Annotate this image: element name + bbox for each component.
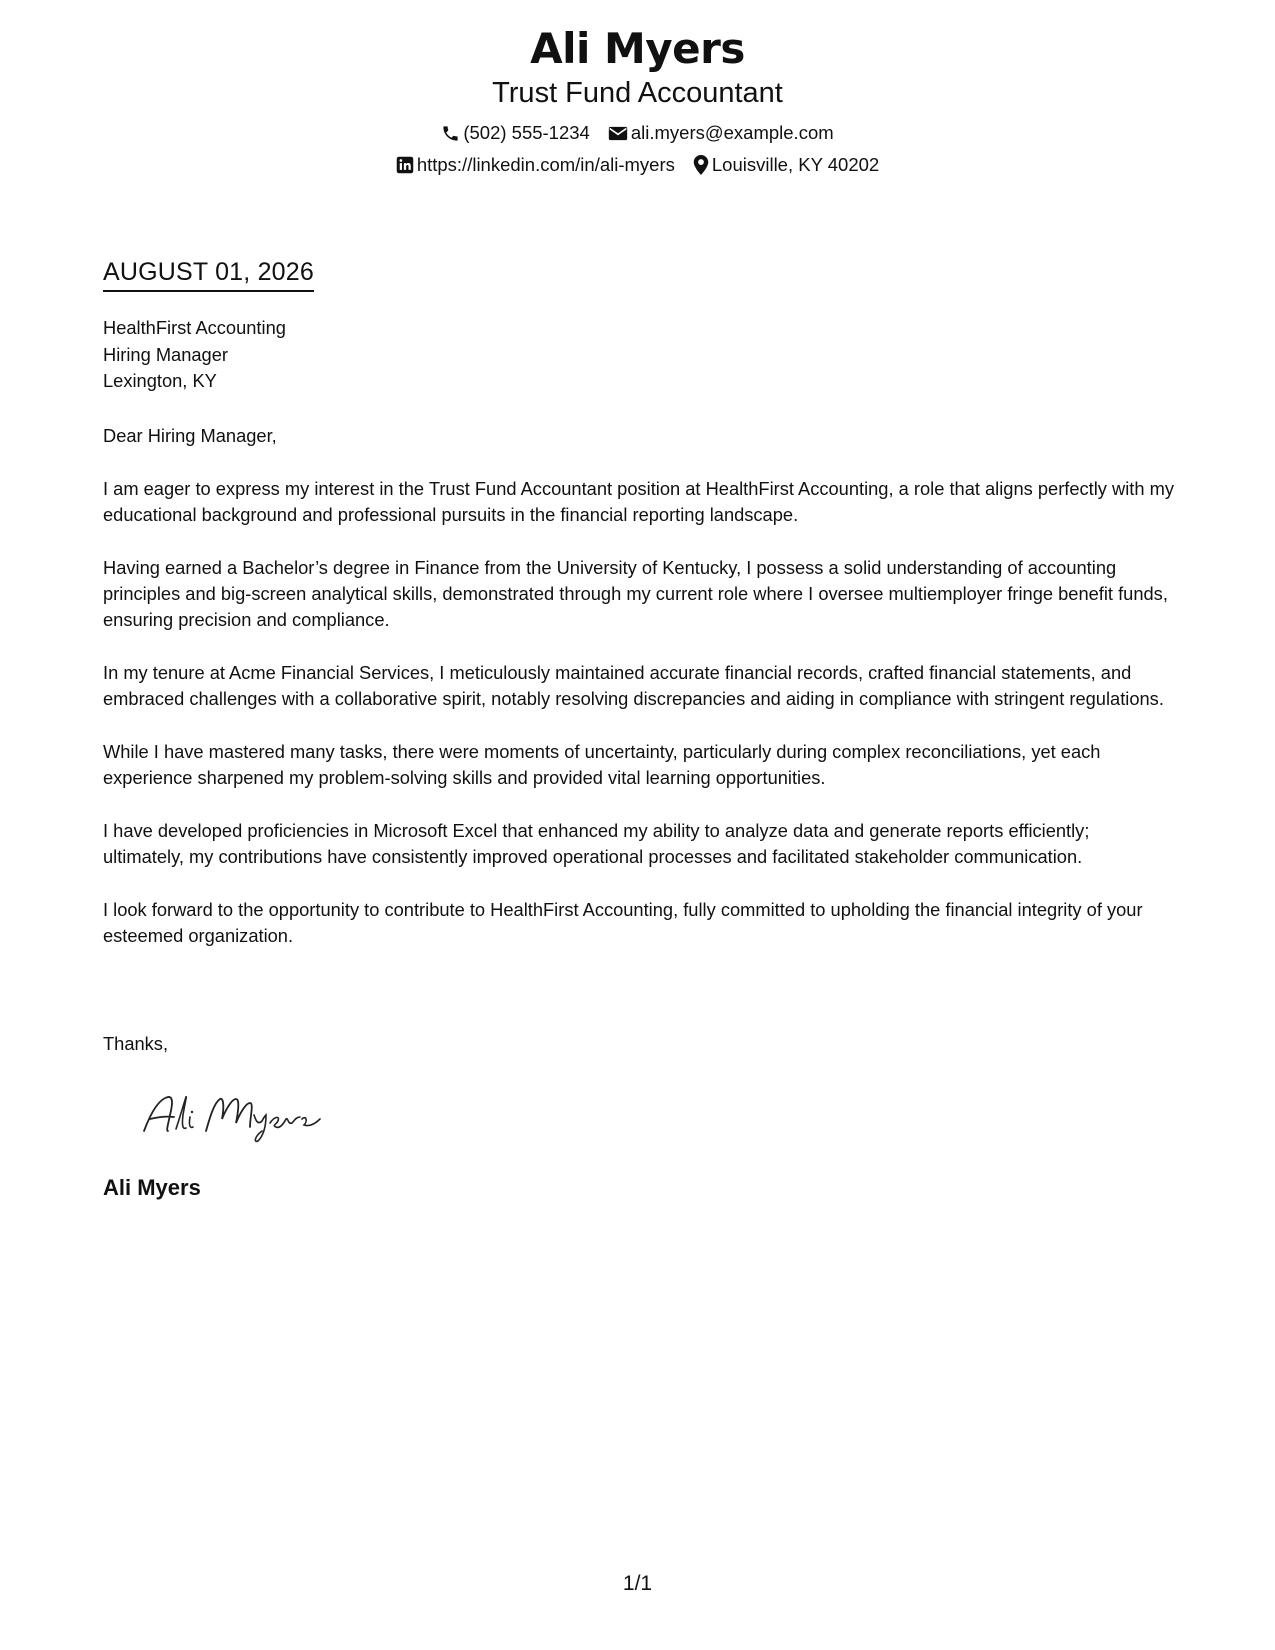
applicant-name: Ali Myers <box>530 24 745 73</box>
phone-text: (502) 555-1234 <box>463 122 590 143</box>
letter-date: AUGUST 01, 2026 <box>103 256 314 292</box>
recipient-location: Lexington, KY <box>103 370 217 391</box>
email-text: ali.myers@example.com <box>630 122 834 143</box>
recipient-company: HealthFirst Accounting <box>103 317 286 338</box>
letter-header <box>0 22 1275 177</box>
body-paragraph: I look forward to the opportunity to contribute to HealthFirst Accounting, fully committed to upholding the financial integrity of your esteemed organization. <box>103 899 1143 946</box>
linkedin-icon <box>396 156 414 174</box>
body-paragraph: While I have mastered many tasks, there were moments of uncertainty, particularly during complex reconciliations, yet each experience sharpened my problem-solving skills and provided vital learning opportunities. <box>103 741 1101 788</box>
contact-email[interactable] <box>608 121 834 145</box>
letter-body <box>103 476 1175 976</box>
contact-line-secondary <box>0 153 1275 177</box>
applicant-title: Trust Fund Accountant <box>492 77 783 109</box>
handwritten-signature <box>140 1085 330 1150</box>
linkedin-text: https://linkedin.com/in/ali-myers <box>416 154 675 175</box>
envelope-icon <box>608 125 628 142</box>
contact-line-primary <box>0 121 1275 145</box>
recipient-role: Hiring Manager <box>103 343 228 365</box>
recipient-block <box>103 315 1175 395</box>
body-paragraph: Having earned a Bachelor’s degree in Finance from the University of Kentucky, I possess a solid understanding of accounting principles and big-screen analytical skills, demonstrated through my current role where I oversee multiemployer fringe benefit funds, ensuring precision and compliance. <box>103 557 1168 630</box>
salutation: Dear Hiring Manager, <box>103 425 277 446</box>
contact-linkedin[interactable] <box>396 153 675 177</box>
contact-phone[interactable] <box>441 121 590 145</box>
body-paragraph: I am eager to express my interest in the Trust Fund Accountant position at HealthFirst Accounting, a role that aligns perfectly with my educational background and professional pursuits in the financial reporting landscape. <box>103 478 1174 525</box>
body-paragraph: I have developed proficiencies in Microsoft Excel that enhanced my ability to analyze data and generate reports efficiently; ultimately, my contributions have consistently improved operational processes and facilitated stakeholder communication. <box>103 820 1090 867</box>
page-number: 1/1 <box>622 1572 653 1595</box>
contact-location <box>693 153 879 177</box>
phone-icon <box>441 124 460 143</box>
body-paragraph: In my tenure at Acme Financial Services, I meticulously maintained accurate financial records, crafted financial statements, and embraced challenges with a collaborative spirit, notably resolving discrepancies and aiding in compliance with stringent regulations. <box>103 662 1164 709</box>
closing: Thanks, <box>103 1033 169 1054</box>
map-marker-icon <box>693 155 709 175</box>
signer-name: Ali Myers <box>103 1175 201 1200</box>
location-text: Louisville, KY 40202 <box>711 154 880 175</box>
